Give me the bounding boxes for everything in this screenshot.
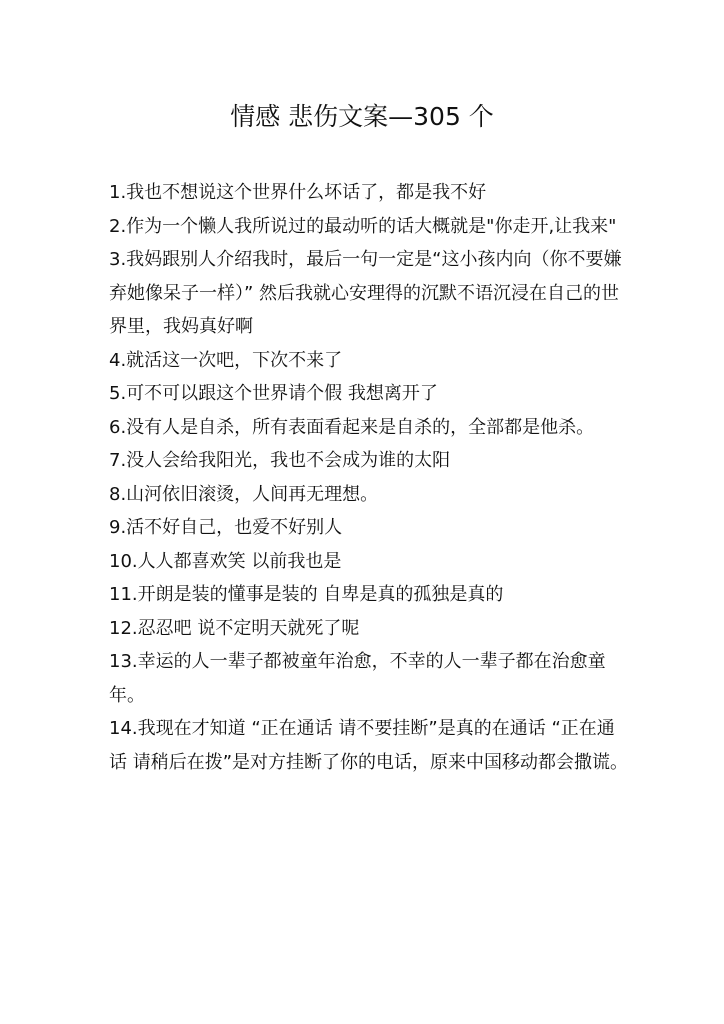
list-item: 9.活不好自己，也爱不好别人 — [109, 517, 343, 538]
list-item: 6.没有人是自杀，所有表面看起来是自杀的，全部都是他杀。 — [109, 416, 595, 438]
document-title: 情感 悲伤文案—305 个 — [230, 102, 494, 131]
list-item: 5.可不可以跟这个世界请个假 我想离开了 — [109, 383, 438, 404]
list-item: 3.我妈跟别人介绍我时，最后一句一定是“这小孩内向（你不要嫌弃她像呆子一样）” 然后我就心安理得的沉默不语沉浸在自己的世界里，我妈真好啊 — [109, 249, 622, 337]
list-item: 4.就活这一次吧，下次不来了 — [109, 349, 343, 371]
quote-list — [109, 176, 629, 779]
list-item: 7.没人会给我阳光，我也不会成为谁的太阳 — [109, 450, 451, 471]
list-item: 13.幸运的人一辈子都被童年治愈，不幸的人一辈子都在治愈童年。 — [109, 651, 606, 706]
list-item: 1.我也不想说这个世界什么坏话了，都是我不好 — [109, 182, 487, 203]
list-item: 2.作为一个懒人我所说过的最动听的话大概就是"你走开,让我来" — [109, 215, 617, 237]
list-item: 10.人人都喜欢笑 以前我也是 — [109, 550, 342, 572]
list-item: 12.忍忍吧 说不定明天就死了呢 — [109, 617, 360, 639]
list-item: 8.山河依旧滚烫，人间再无理想。 — [109, 483, 379, 505]
list-item: 14.我现在才知道 “正在通话 请不要挂断”是真的在通话 “正在通话 请稍后在拨”是对方挂断了你的电话，原来中国移动都会撒谎。 — [109, 718, 629, 773]
list-item: 11.开朗是装的懂事是装的 自卑是真的孤独是真的 — [109, 584, 504, 605]
